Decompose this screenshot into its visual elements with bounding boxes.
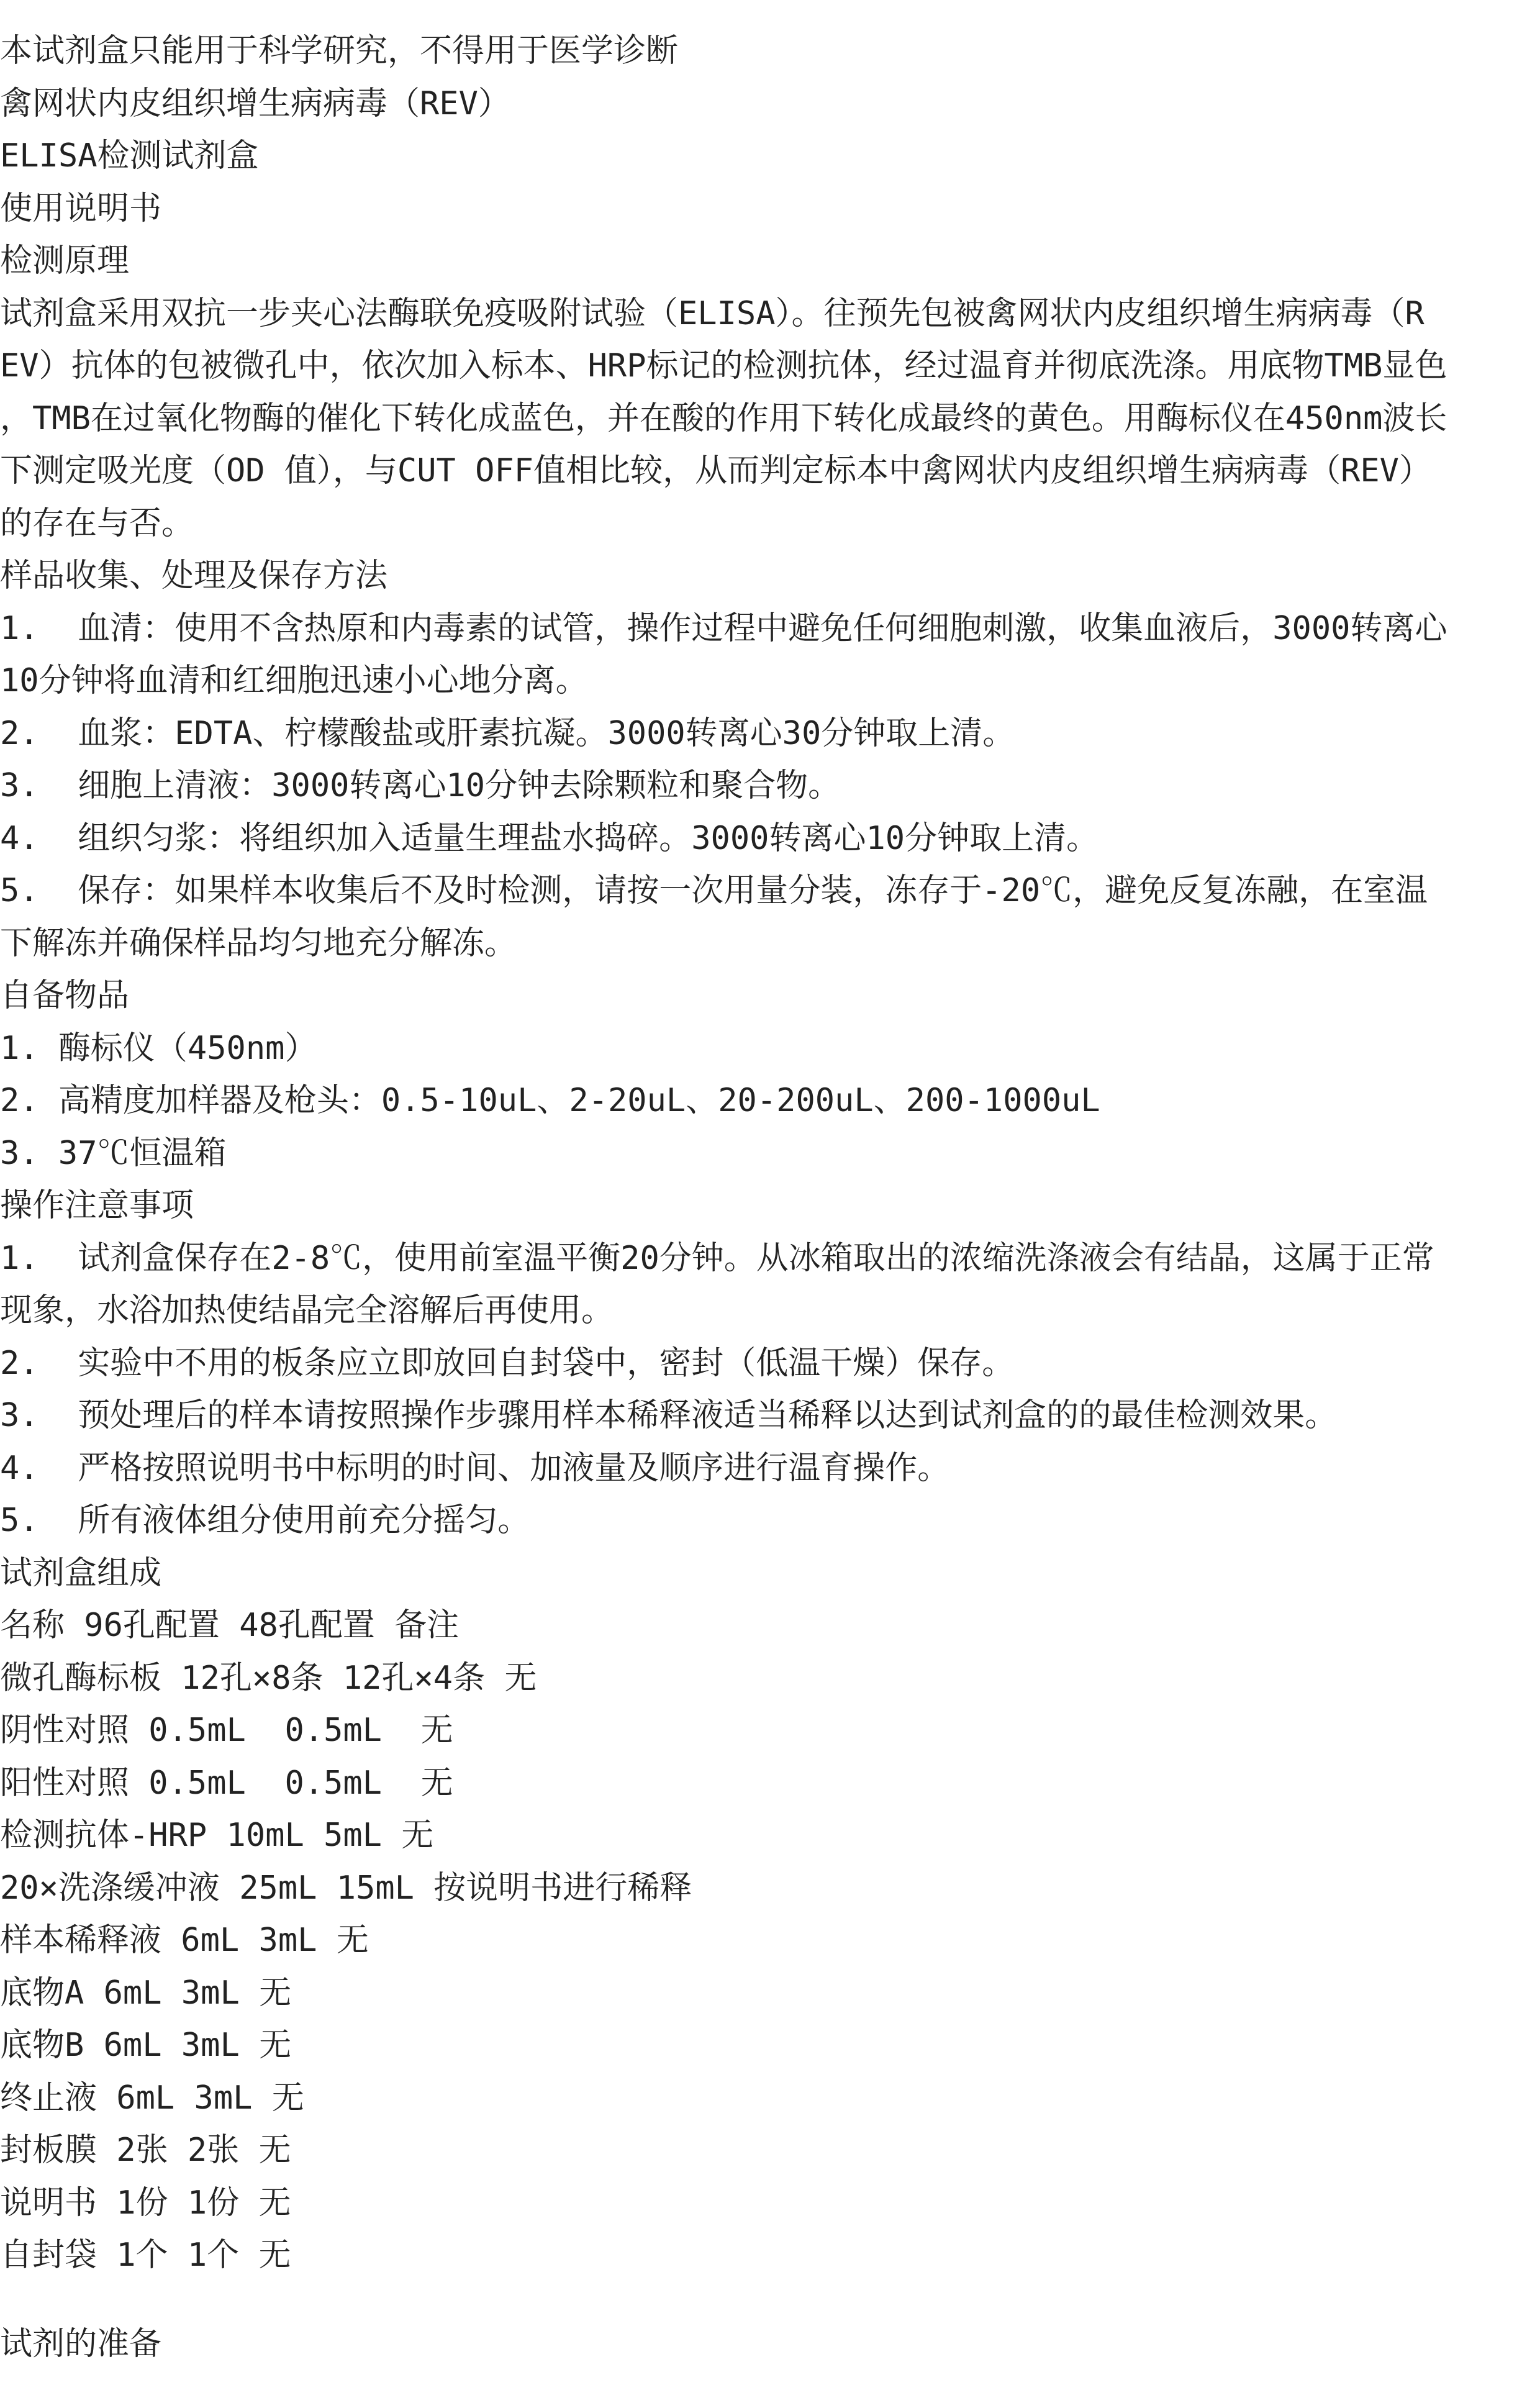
- components-row-line: 封板膜 2张 2张 无: [0, 2132, 291, 2169]
- precaution-item-line: 3. 预处理后的样本请按照操作步骤用样本稀释液适当稀释以达到试剂盒的的最佳检测效果。: [0, 1397, 1338, 1434]
- components-row-line: 说明书 1份 1份 无: [0, 2184, 291, 2222]
- section-heading-reagent-prep: 试剂的准备: [0, 2325, 162, 2363]
- components-row-line: 自封袋 1个 1个 无: [0, 2237, 291, 2274]
- precaution-item-line: 4. 严格按照说明书中标明的时间、加液量及顺序进行温育操作。: [0, 1450, 950, 1487]
- section-heading-components: 试剂盒组成: [0, 1555, 162, 1592]
- principle-text-line: ，TMB在过氧化物酶的催化下转化成蓝色，并在酸的作用下转化成最终的黄色。用酶标仪在450nm波长: [0, 400, 1447, 437]
- principle-text-line: 试剂盒采用双抗一步夹心法酶联免疫吸附试验（ELISA）。往预先包被禽网状内皮组织增生病病毒（R: [0, 295, 1424, 332]
- kit-type-line: ELISA检测试剂盒: [0, 137, 259, 175]
- precaution-item-line: 1. 试剂盒保存在2-8℃，使用前室温平衡20分钟。从冰箱取出的浓缩洗涤液会有结晶，这属于正常: [0, 1240, 1434, 1277]
- principle-text-line: EV）抗体的包被微孔中，依次加入标本、HRP标记的检测抗体，经过温育并彻底洗涤。用底物TMB显色: [0, 347, 1447, 384]
- sample-item-line: 2. 血浆：EDTA、柠檬酸盐或肝素抗凝。3000转离心30分钟取上清。: [0, 715, 1015, 752]
- principle-text-line: 下测定吸光度（OD 值），与CUT OFF值相比较，从而判定标本中禽网状内皮组织增生病病毒（REV）: [0, 452, 1431, 489]
- section-heading-precautions: 操作注意事项: [0, 1187, 194, 1224]
- components-row-line: 20×洗涤缓冲液 25mL 15mL 按说明书进行稀释: [0, 1869, 692, 1907]
- components-row-line: 阳性对照 0.5mL 0.5mL 无: [0, 1765, 453, 1802]
- precaution-item-line: 现象，水浴加热使结晶完全溶解后再使用。: [0, 1292, 614, 1329]
- sample-item-line: 下解冻并确保样品均匀地充分解冻。: [0, 925, 517, 962]
- principle-text-line: 的存在与否。: [0, 505, 194, 542]
- components-row-line: 微孔酶标板 12孔×8条 12孔×4条 无: [0, 1660, 537, 1697]
- sample-item-line: 1. 血清：使用不含热原和内毒素的试管，操作过程中避免任何细胞刺激，收集血液后，3000转离心: [0, 610, 1447, 647]
- components-row-line: 底物A 6mL 3mL 无: [0, 1974, 292, 2012]
- components-row-line: 阴性对照 0.5mL 0.5mL 无: [0, 1712, 453, 1749]
- sample-item-line: 4. 组织匀浆：将组织加入适量生理盐水捣碎。3000转离心10分钟取上清。: [0, 820, 1099, 857]
- materials-item-line: 2. 高精度加样器及枪头：0.5-10uL、2-20uL、20-200uL、200-1000uL: [0, 1082, 1100, 1119]
- section-heading-materials: 自备物品: [0, 977, 130, 1014]
- sample-item-line: 5. 保存：如果样本收集后不及时检测，请按一次用量分装，冻存于-20℃，避免反复冻融，在室温: [0, 872, 1428, 909]
- manual-title-line: 使用说明书: [0, 190, 162, 227]
- materials-item-line: 1. 酶标仪（450nm）: [0, 1030, 317, 1067]
- components-header-line: 名称 96孔配置 48孔配置 备注: [0, 1607, 460, 1644]
- product-name-line: 禽网状内皮组织增生病病毒（REV）: [0, 85, 510, 122]
- components-row-line: 底物B 6mL 3mL 无: [0, 2027, 292, 2064]
- section-heading-principle: 检测原理: [0, 242, 130, 279]
- materials-item-line: 3. 37℃恒温箱: [0, 1135, 227, 1172]
- sample-item-line: 10分钟将血清和红细胞迅速小心地分离。: [0, 662, 588, 699]
- precaution-item-line: 5. 所有液体组分使用前充分摇匀。: [0, 1502, 530, 1539]
- precaution-item-line: 2. 实验中不用的板条应立即放回自封袋中，密封（低温干燥）保存。: [0, 1345, 1015, 1382]
- section-heading-sample: 样品收集、处理及保存方法: [0, 557, 388, 594]
- disclaimer-line: 本试剂盒只能用于科学研究，不得用于医学诊断: [0, 32, 679, 70]
- components-row-line: 终止液 6mL 3mL 无: [0, 2079, 304, 2117]
- sample-item-line: 3. 细胞上清液：3000转离心10分钟去除颗粒和聚合物。: [0, 767, 841, 804]
- components-row-line: 检测抗体-HRP 10mL 5mL 无: [0, 1817, 434, 1854]
- components-row-line: 样本稀释液 6mL 3mL 无: [0, 1922, 369, 1959]
